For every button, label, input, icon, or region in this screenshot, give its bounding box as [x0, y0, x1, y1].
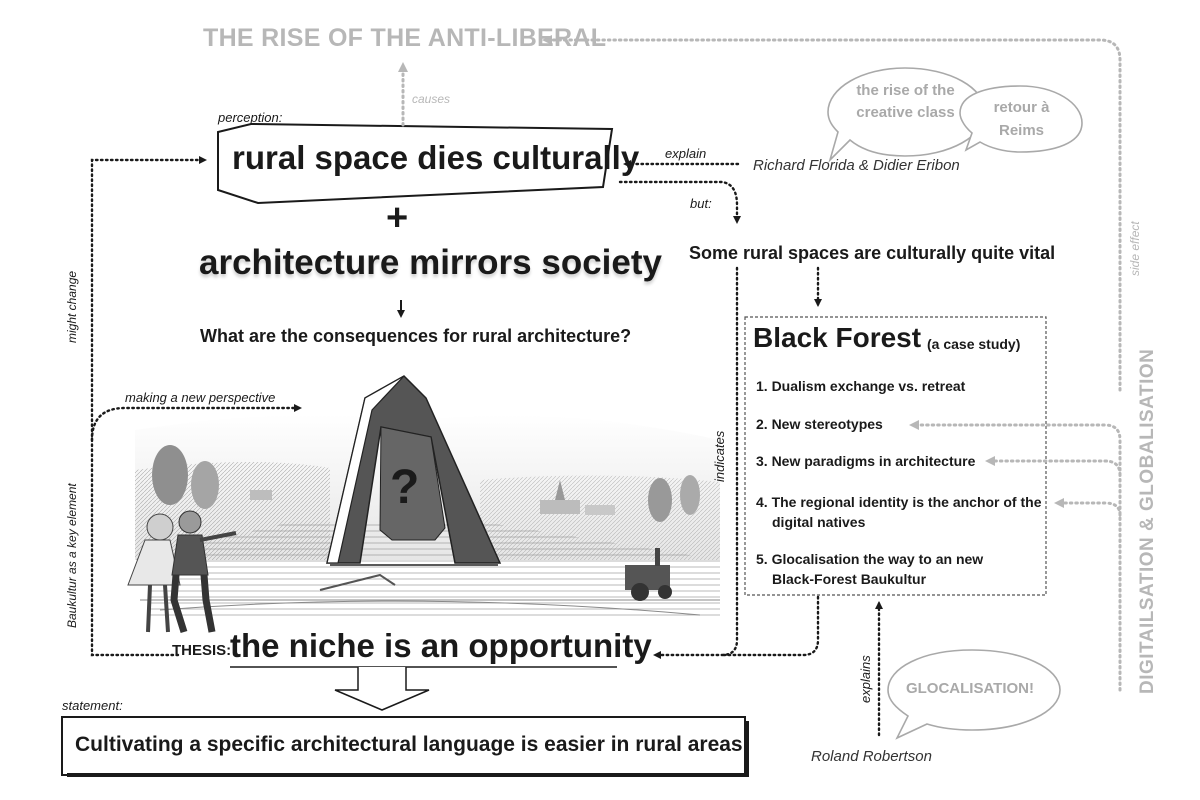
node-plus: +: [386, 197, 409, 239]
node-explainers: Richard Florida & Didier Eribon: [753, 157, 960, 174]
label-explains: explains: [858, 655, 873, 703]
bubble-retour-line2: Reims: [998, 122, 1045, 139]
label-explain: explain: [665, 146, 707, 161]
label-side-effect: side effect: [1128, 221, 1142, 276]
node-consequences: What are the consequences for rural architecture?: [200, 326, 632, 346]
node-thesis: the niche is an opportunity: [230, 627, 652, 664]
bubble-glocalisation-text: GLOCALISATION!: [905, 680, 1035, 697]
side-label-digitalisation: DIGITAILSATION & GLOBALISATION: [1137, 348, 1158, 694]
diagram-title: THE RISE OF THE ANTI-LIBERAL: [203, 24, 607, 52]
case-item-4-line1: 4. The regional identity is the anchor of the: [756, 494, 1042, 510]
bubble-creative-line2: creative class: [856, 104, 955, 121]
label-baukultur-key: Baukultur as a key element: [65, 483, 79, 628]
connector-case-to-thesis: [722, 597, 818, 655]
case-study-subtitle: (a case study): [927, 336, 1021, 352]
bubble-retour: [960, 86, 1082, 152]
connector-to-item4: [1057, 503, 1120, 515]
label-indicates: indicates: [712, 430, 727, 482]
case-item-2: 2. New stereotypes: [756, 416, 883, 432]
case-item-5-line1: 5. Glocalisation the way to an new: [756, 551, 984, 567]
thesis-prefix: THESIS:: [172, 642, 232, 659]
case-item-5-line2: Black-Forest Baukultur: [772, 571, 927, 587]
node-robertson: Roland Robertson: [811, 748, 932, 765]
question-mark: ?: [390, 461, 420, 514]
label-making-perspective: making a new perspective: [125, 390, 276, 405]
node-architecture-mirrors: architecture mirrors society: [199, 243, 662, 282]
label-perception: perception:: [218, 110, 283, 125]
case-item-3: 3. New paradigms in architecture: [756, 453, 976, 469]
case-item-4-line2: digital natives: [772, 514, 866, 530]
node-rural-space: rural space dies culturally: [232, 139, 640, 176]
case-study-title: Black Forest: [753, 322, 922, 353]
node-vital: Some rural spaces are culturally quite vital: [689, 243, 1056, 263]
bubble-retour-line1: retour à: [993, 99, 1050, 116]
label-might-change: might change: [65, 270, 79, 343]
bubble-creative-line1: the rise of the: [856, 82, 955, 99]
label-causes: causes: [412, 92, 451, 106]
label-statement: statement:: [62, 698, 123, 713]
case-item-1: 1. Dualism exchange vs. retreat: [756, 378, 966, 394]
node-statement: Cultivating a specific architectural language is easier in rural areas!: [75, 733, 750, 756]
label-but: but:: [690, 196, 712, 211]
statement-down-arrow: [335, 667, 429, 710]
connector-but: [620, 182, 737, 222]
connector-to-item3: [988, 461, 1120, 475]
